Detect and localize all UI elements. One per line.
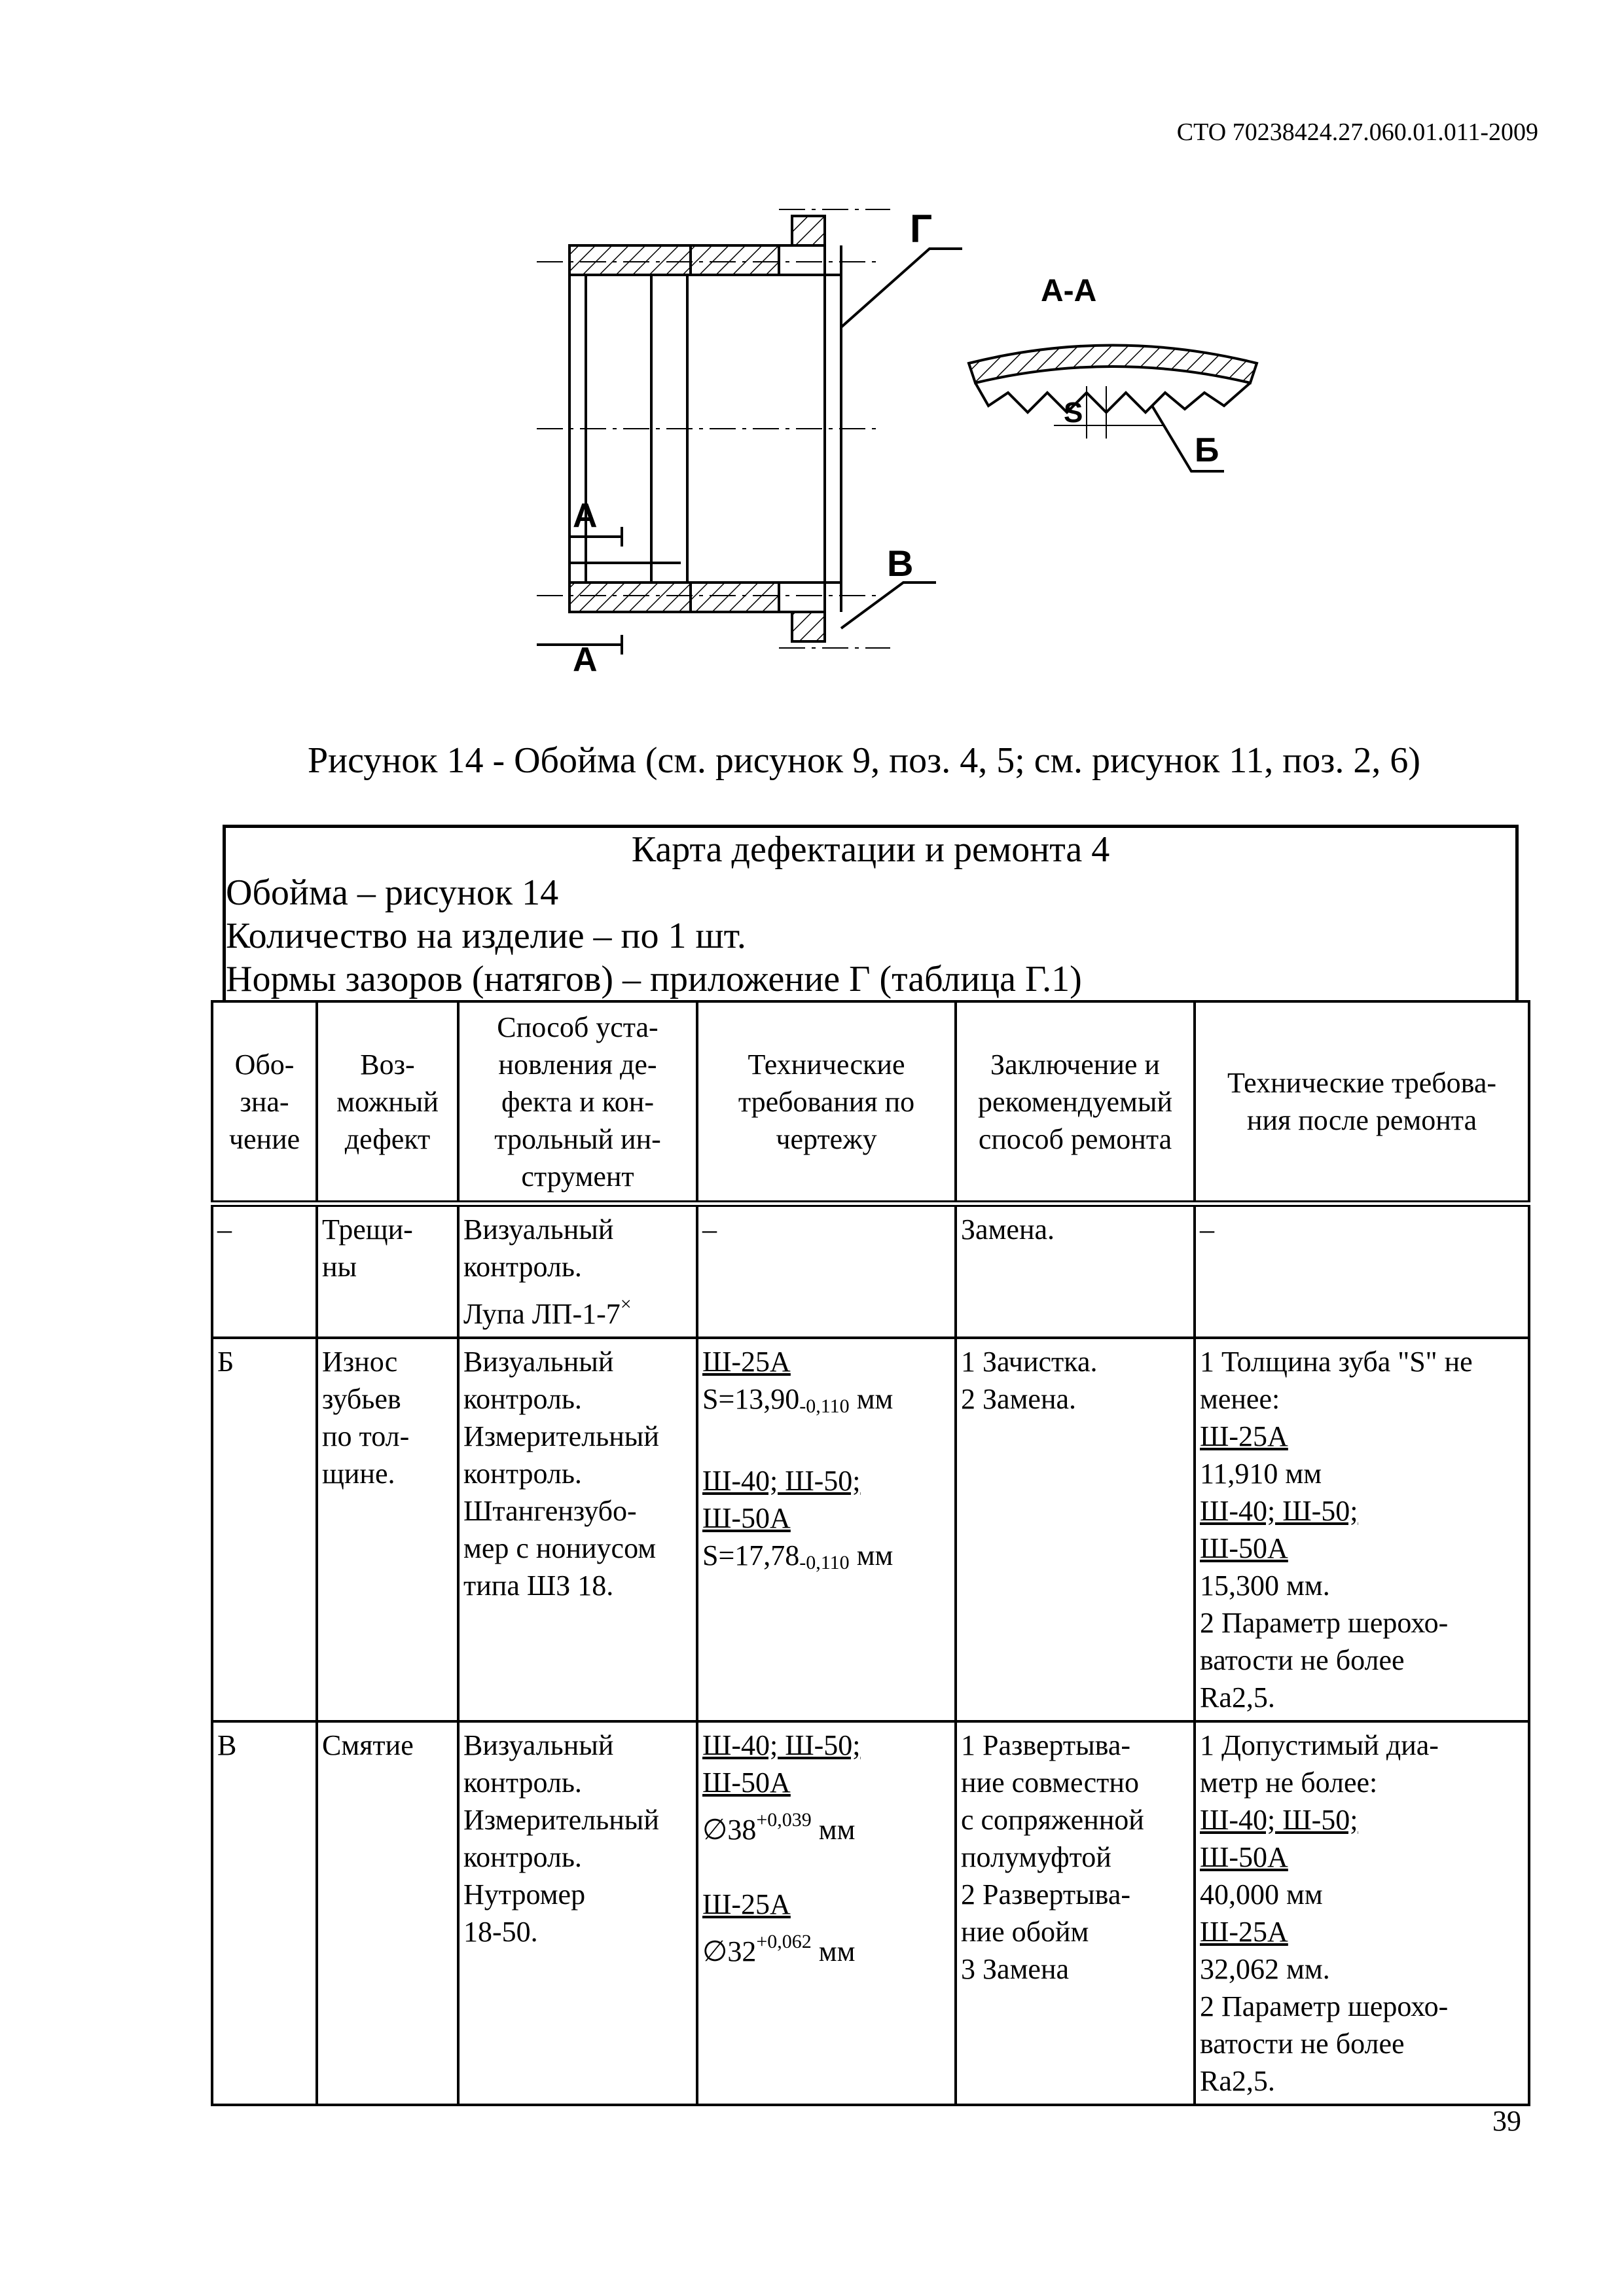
header-designation: Обо- зна- чение	[212, 1001, 317, 1204]
row1-requirements: –	[697, 1204, 956, 1338]
row1-conclusion: Замена.	[956, 1204, 1195, 1338]
row3-method: Визуальный контроль. Измерительный контроль. Нутромер 18-50.	[458, 1721, 697, 2105]
row1-defect: Трещи- ны	[317, 1204, 458, 1338]
row3-conclusion: 1 Развертыва- ние совместно с сопряженной полумуфтой 2 Развертыва- ние обойм 3 Замена	[956, 1721, 1195, 2105]
label-g: Г	[910, 207, 933, 251]
document-code: СТО 70238424.27.060.01.011-2009	[1176, 118, 1538, 146]
label-b: Б	[1195, 431, 1219, 469]
section-aa-title: А-А	[1041, 274, 1097, 308]
row3-designation: В	[212, 1721, 317, 2105]
figure-caption: Рисунок 14 - Обойма (см. рисунок 9, поз. 4, 5; см. рисунок 11, поз. 2, 6)	[308, 740, 1420, 781]
row2-post-repair: 1 Толщина зуба "S" не менее: Ш-25А 11,910 мм Ш-40; Ш-50; Ш-50А 15,300 мм. 2 Параметр шерохо- ватости не более Ra2,5.	[1195, 1338, 1529, 1721]
card-quantity-line: Количество на изделие – по 1 шт.	[226, 916, 746, 956]
header-conclusion: Заключение и рекомендуемый способ ремонта	[956, 1001, 1195, 1204]
table-header-row	[212, 1001, 1529, 1204]
row3-post-repair: 1 Допустимый диа- метр не более: Ш-40; Ш-50; Ш-50А 40,000 мм Ш-25А 32,062 мм. 2 Параметр шерохо- ватости не более Ra2,5.	[1195, 1721, 1529, 2105]
row3-requirements: Ш-40; Ш-50; Ш-50А $\emptyset 38^{+0,039}$ мм Ш-25А $\emptyset 32^{+0,062}$ мм	[697, 1721, 956, 2105]
header-post-repair: Технические требова- ния после ремонта	[1195, 1001, 1529, 1204]
label-v: В	[887, 543, 914, 584]
card-title: Карта дефектации и ремонта 4	[631, 829, 1110, 870]
row1-designation: –	[212, 1204, 317, 1338]
label-s: S	[1064, 397, 1083, 429]
section-mark-a-top: А	[573, 497, 598, 535]
section-mark-a-bottom: А	[573, 641, 598, 679]
table-row	[212, 1338, 1529, 1721]
header-drawing-requirements: Технические требования по чертежу	[697, 1001, 956, 1204]
row2-designation: Б	[212, 1338, 317, 1721]
card-part-line: Обойма – рисунок 14	[226, 872, 559, 913]
card-norms-line: Нормы зазоров (натягов) – приложение Г (таблица Г.1)	[226, 959, 1082, 999]
row2-method: Визуальный контроль. Измерительный контроль. Штангензубо- мер с нониусом типа ШЗ 18.	[458, 1338, 697, 1721]
defect-table	[211, 1000, 1530, 2106]
row1-method: Визуальный контроль. Лупа ЛП-1-7×	[458, 1204, 697, 1338]
table-row	[212, 1204, 1529, 1338]
table-row	[212, 1721, 1529, 2105]
row2-requirements: Ш-25А $S=13,90_{-0,110}$ мм Ш-40; Ш-50; Ш-50А $S=17,78_{-0,110}$ мм	[697, 1338, 956, 1721]
page-number: 39	[1492, 2105, 1521, 2137]
part-drawing	[511, 196, 1270, 707]
row2-defect: Износ зубьев по тол- щине.	[317, 1338, 458, 1721]
row3-defect: Смятие	[317, 1721, 458, 2105]
row2-conclusion: 1 Зачистка. 2 Замена.	[956, 1338, 1195, 1721]
card-header-box	[223, 825, 1519, 1000]
header-defect: Воз- можный дефект	[317, 1001, 458, 1204]
header-method: Способ уста- новления де- фекта и кон- трольный ин- струмент	[458, 1001, 697, 1204]
row1-post-repair: –	[1195, 1204, 1529, 1338]
